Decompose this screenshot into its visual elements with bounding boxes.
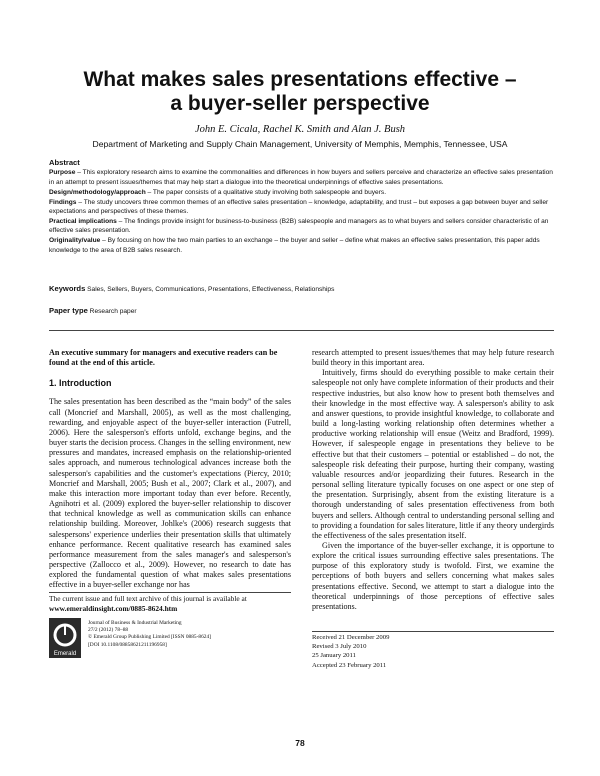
divider (49, 330, 554, 331)
authors: John E. Cicala, Rachel K. Smith and Alan J. Bush (194, 124, 406, 135)
archive-url[interactable]: www.emeraldinsight.com/0885-8624.htm (49, 603, 178, 613)
right-paragraph-1: research attempted to present issues/themes that may help future research build theory in this important area. (312, 348, 554, 368)
received-dates (312, 633, 554, 670)
abstract-purpose (49, 168, 554, 187)
abstract-design (49, 188, 554, 197)
paper-type-text: Research paper (87, 308, 137, 315)
right-paragraph-3: Given the importance of the buyer-seller exchange, it is opportune to explore the critical issues surrounding effective sales presentations. The purpose of this exploratory study is twofold. First, we examine the perceptions of both buyers and sellers concerning what makes sales presentations effective. Second, we attempt to start a dialogue into the theoretical underpinnings of those perceptions of effective sales presentations. (312, 540, 554, 611)
keywords (49, 284, 554, 293)
revised-date-2: 25 January 2011 (312, 652, 356, 660)
footer-divider-left (49, 592, 291, 593)
footer-divider-right (312, 631, 554, 632)
archive-text: The current issue and full text archive of this journal is available at (49, 594, 247, 603)
originality-label: Originality/value (49, 237, 101, 245)
design-label: Design/methodology/approach (49, 188, 146, 196)
title-line-1: What makes sales presentations effective – (83, 68, 517, 91)
archive-note (49, 594, 291, 613)
logo-text: Emerald (53, 651, 77, 657)
abstract-heading: Abstract (49, 158, 80, 167)
accepted-date: Accepted 23 February 2011 (312, 661, 387, 669)
findings-text: – The study uncovers three common themes of an effective sales presentation – knowledge, adaptability, and trust – but exposes a gap between buyer and seller expectations and perspectives of these themes. (49, 198, 549, 216)
abstract-implications (49, 217, 554, 236)
journal-copyright: © Emerald Group Publishing Limited [ISSN 0885-8624] (88, 634, 211, 641)
right-paragraph-2: Intuitively, firms should do everything possible to make certain their salespeople not only have complete information of their products and their respective industries, but also know how to present both themselves and their knowledge in the most effective way. A salesperson's ability to ask and answer questions, to provide insightful knowledge, to collaborate and build a long-lasting working relationship often determines whether a productive working relationship will ensue (Weitz and Bradford, 1999). However, if salespeople engage in presentations they believe to be effective but that their customers – potential or established – do not, the salespeople risk defeating their purpose, hurting their company, wasting valuable resources and/or jeopardizing their futures. Research in the personal selling literature typically focuses on one aspect or one step of the presentation. Surprisingly, absent from the existing literature is a thorough understanding of sales presentation effectiveness from both buyers and sellers. Although central to understanding personal selling and to providing a foundation for sales literature, little if any theory undergirds the effectiveness of the sales presentation itself. (312, 368, 554, 540)
journal-info (88, 620, 298, 649)
revised-date: Revised 3 July 2010 (312, 643, 367, 651)
paper-type-label: Paper type (49, 306, 88, 315)
affiliation: Department of Marketing and Supply Chain Management, University of Memphis, Memphis, Tennessee, USA (92, 139, 508, 149)
implications-text: – The findings provide insight for business-to-business (B2B) salespeople and managers as to what buyers and sellers consider characteristic of an effective sales presentation. (49, 217, 549, 235)
findings-label: Findings (49, 198, 77, 206)
intro-paragraph: The sales presentation has been described as the “main body” of the sales call (Moncrief and Marshall, 2005), as well as the most challenging, rewarding, and enjoyable aspect of the buyer-seller interaction (Futrell, 2006). Here the salesperson's efforts unfold, exchange begins, and the buyer starts the decision process. Changes in the selling environment, new pressures and mandates, increased emphasis on the relationship-oriented sales approach, and numerous technological advances increase both the salesperson's capabilities and the customer's expectations (Piercy, 2010; Moncrief and Marshall, 2005; Bush et al., 2007; Clark et al., 2007), and make this interaction more important today than ever before. Recently, Agnihotri et al. (2009) explored the buyer-seller relationship to discover that technical knowledge as well as communication skills can enhance relationship building. Moreover, Johlke's (2006) research suggests that salespersons' experience underlies their presentation skills that ultimately enhance performance. Recent qualitative research has examined sales performance measurement from the sales manager's and salesperson's perspective (Zallocco et al., 2009). However, no research to date has explored the fundamental question of what makes sales presentations effective in a buyer-seller exchange nor has (49, 397, 291, 590)
abstract (49, 158, 554, 256)
journal-doi: [DOI 10.1108/08858621211196958] (88, 641, 167, 648)
keywords-label: Keywords (49, 284, 86, 293)
emerald-logo-icon (49, 618, 81, 658)
received-date: Received 21 December 2009 (312, 634, 390, 641)
journal-volume: 27/2 (2012) 78–88 (88, 627, 129, 634)
title-line-2: a buyer-seller perspective (170, 92, 430, 115)
executive-summary-note: An executive summary for managers and executive readers can be found at the end of this article. (49, 348, 278, 368)
originality-text: – By focusing on how the two main parties to an exchange – the buyer and seller – define what makes an effective sales presentation, this paper adds knowledge to the area of B2B sales research. (49, 237, 540, 254)
page-number: 78 (295, 738, 305, 748)
right-column (312, 348, 554, 612)
keywords-text: Sales, Sellers, Buyers, Communications, Presentations, Effectiveness, Relationships (85, 286, 335, 293)
abstract-originality (49, 236, 554, 255)
abstract-findings (49, 198, 554, 217)
journal-name: Journal of Business & Industrial Marketing (88, 620, 182, 626)
paper-title (40, 68, 560, 116)
section-heading: 1. Introduction (49, 378, 112, 389)
purpose-text: – This exploratory research aims to examine the commonalities and differences in how buyers and sellers perceive and characterize an effective sales presentation in an attempt to present issues/themes that may help start a dialogue into the theoretical underpinnings of effective sales presentations. (49, 169, 553, 186)
left-column (49, 348, 291, 590)
paper-type (49, 306, 554, 315)
design-text: – The paper consists of a qualitative study involving both salespeople and buyers. (145, 188, 387, 196)
implications-label: Practical implications (49, 217, 117, 225)
purpose-label: Purpose (49, 169, 76, 177)
